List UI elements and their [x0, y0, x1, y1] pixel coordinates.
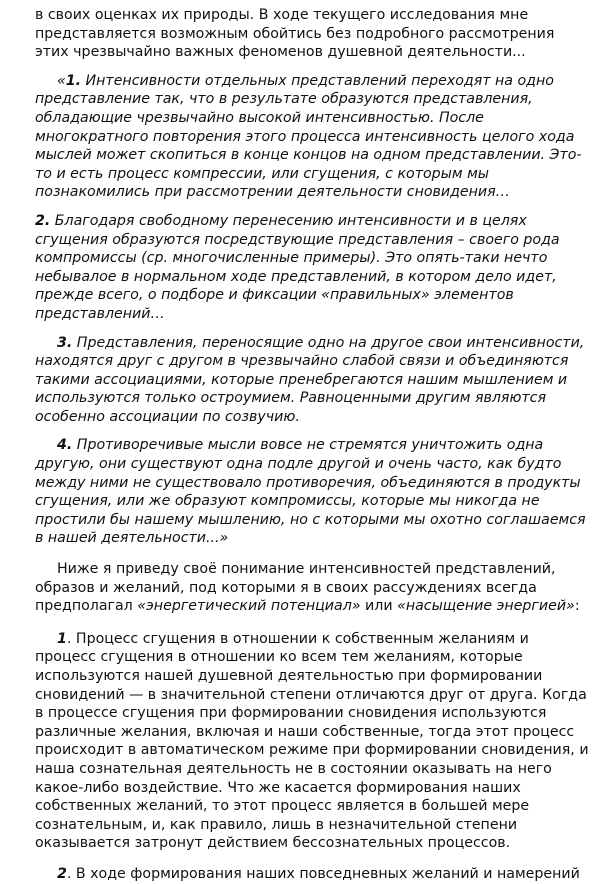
document-page: [35, 6, 591, 884]
quote-item-number: 2.: [35, 212, 51, 229]
quote-item-text: Противоречивые мысли вовсе не стремятся уничтожить одна другую, они существуют одна подле другой и очень часто, как будто между ними не существовало противоречия, объединяются в продукты сгущения, или же образуют компромиссы, которые мы никогда не простили бы нашему мышлению, но с которыми мы охотно соглашаемся в нашей деятельности...»: [35, 437, 586, 547]
term-energy-saturation: «насыщение энергией»: [397, 598, 575, 615]
open-quote-mark: «: [57, 72, 66, 89]
quote-item-number: 3.: [57, 334, 73, 351]
quote-item-text: Представления, переносящие одно на другое свои интенсивности, находятся друг с другом в чрезвычайно слабой связи и объединяются такими ассоциациями, которые пренебрегаются нашим мышлением и используются только остроумием. Равноценными другим являются особенно ассоциации по созвучию.: [35, 334, 585, 425]
quote-item-text: Интенсивности отдельных представлений переходят на одно представление так, что в результате образуются представления, обладающие чрезвычайно высокой интенсивностью. После многократного повторения этого процесса интенсивность целого хода мыслей может скопиться в конце концов на одном представлении. Это-то и есть процесс компрессии, или сгущения, с которым мы познакомились при рассмотрении деятельности сновидения…: [35, 72, 582, 201]
list-item-1: [35, 630, 591, 853]
quote-item-4: [35, 436, 591, 548]
quote-item-1: [35, 72, 591, 202]
intro-tail-text: :: [574, 598, 580, 615]
quote-item-text: Благодаря свободному перенесению интенсивности и в целях сгущения образуются посредствующие представления – своего рода компромиссы (ср. многочисленные примеры). Это опять-таки нечто небывалое в нормальном ходе представлений, в котором дело идет, прежде всего, о подборе и фиксации «правильных» элементов представлений…: [35, 212, 560, 322]
list-item-text: . В ходе формирования наших повседневных желаний и намерений: [66, 865, 580, 882]
intro-lead-text: Ниже я приведу своё понимание интенсивностей представлений, образов и желаний, под которыми я в своих рассуждениях всегда предполагал: [35, 561, 556, 615]
paragraph-intro-fragment: в своих оценках их природы. В ходе текущего исследования мне представляется возможным обойтись без подробного рассмотрения этих чрезвычайно важных феноменов душевной деятельности...: [35, 7, 555, 61]
quote-item-3: [35, 334, 591, 427]
term-energy-potential: «энергетический потенциал»: [137, 598, 361, 615]
list-item-number: 1: [57, 630, 67, 647]
quote-item-2: [35, 212, 591, 324]
quote-item-number: 1.: [65, 72, 82, 89]
intro-mid-text: или: [360, 598, 398, 615]
quote-item-number: 4.: [57, 437, 73, 454]
list-item-2: [35, 865, 591, 884]
list-item-number: 2: [57, 865, 67, 882]
paragraph-energy-intro: [35, 560, 591, 616]
list-item-text: . Процесс сгущения в отношении к собственным желаниям и процесс сгущения в отношении ко всем тем желаниям, которые используются нашей душевной деятельностью при формировании сновидений — в значительной степени отличаются друг от друга. Когда в процессе сгущения при формировании сновидения используются различные желания, включая и наши собственные, тогда этот процесс происходит в автоматическом режиме при формировании сновидения, и наша сознательная деятельность не в состоянии оказывать на него какое-либо воздействие. Что же касается формирования наших собственных желаний, то этот процесс является в большей мере сознательным, и, как правило, лишь в незначительной степени оказывается затронут действием бессознательных процессов.: [35, 630, 589, 852]
